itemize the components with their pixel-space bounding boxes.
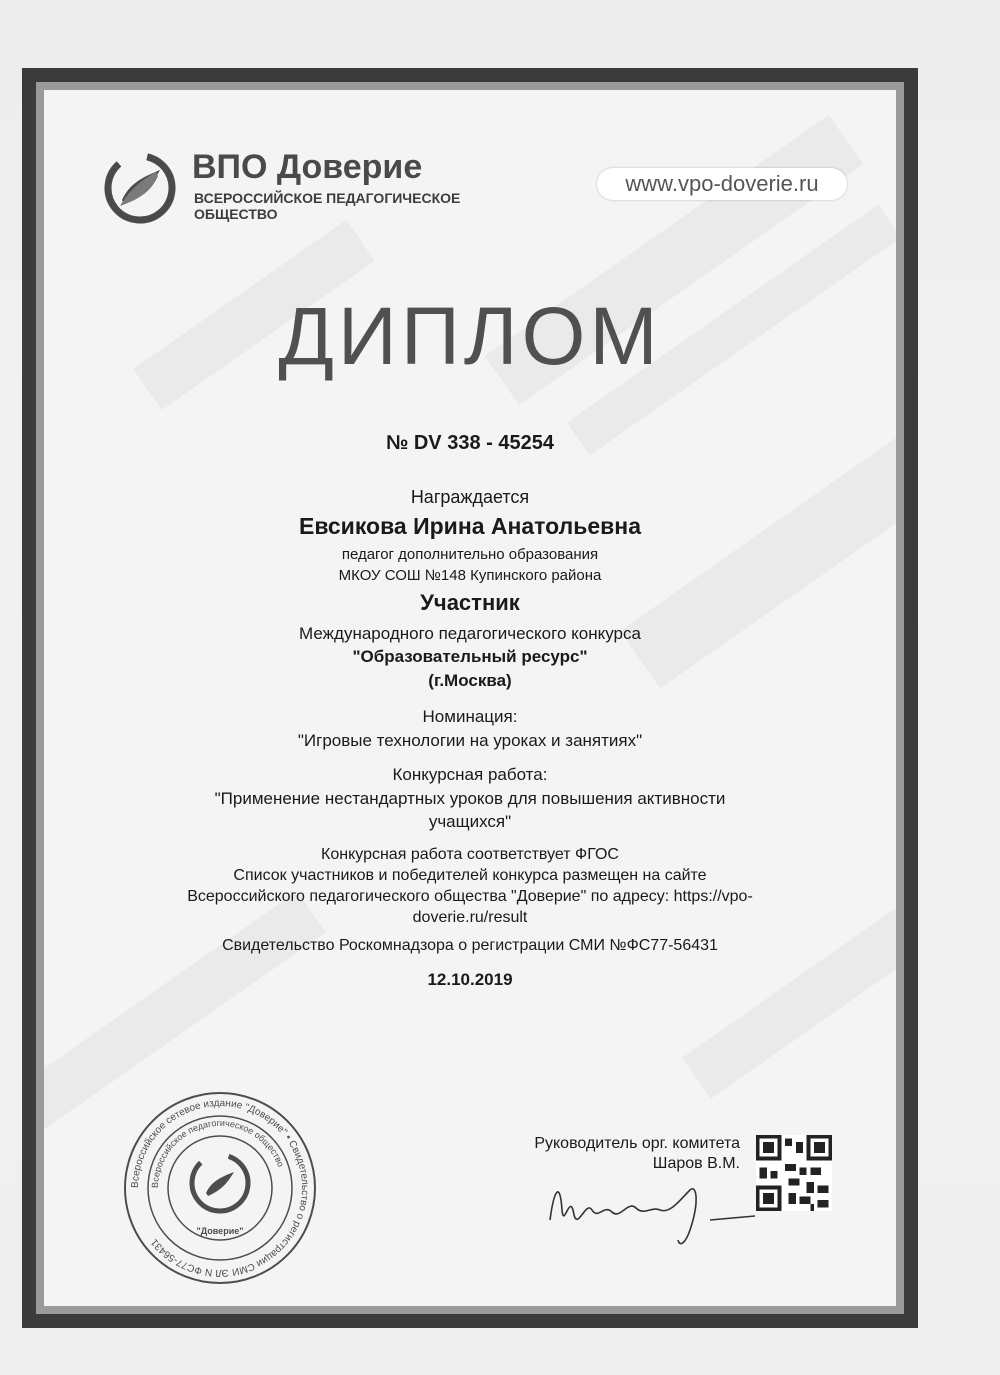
- vpo-doverie-logo-icon: [100, 148, 180, 228]
- results-list-line: doverie.ru/result: [412, 909, 528, 926]
- results-list-line: Список участников и победителей конкурса размещен на сайте: [233, 867, 707, 884]
- awarded-label: Награждается: [410, 487, 530, 507]
- work-title: "Применение нестандартных уроков для повышения активности: [214, 789, 726, 808]
- website-badge: www.vpo-doverie.ru: [597, 168, 847, 200]
- brand-subtitle-line: ВСЕРОССИЙСКОЕ ПЕДАГОГИЧЕСКОЕ: [194, 190, 461, 206]
- seal-stamp-icon: [120, 1088, 320, 1288]
- diploma-number: № DV 338 - 45254: [386, 432, 554, 454]
- work-title-continued: учащихся": [428, 812, 512, 831]
- brand-subtitle-line: ОБЩЕСТВО: [194, 206, 278, 222]
- results-list-line: Всероссийского педагогического общества "Доверие" по адресу: https://vpo-: [187, 888, 753, 905]
- nomination-value: "Игровые технологии на уроках и занятиях": [297, 731, 643, 750]
- seal-inner-text: Всероссийское педагогическое общество: [149, 1117, 287, 1189]
- seal-center-label: "Доверие": [196, 1226, 244, 1236]
- issue-date: 12.10.2019: [427, 970, 513, 989]
- recipient-position: педагог дополнительно образования: [341, 546, 599, 563]
- svg-text:Всероссийское педагогическое о: [150, 1118, 286, 1188]
- contest-name: "Образовательный ресурс": [352, 647, 588, 666]
- work-label: Конкурсная работа:: [392, 765, 548, 784]
- nomination-label: Номинация:: [422, 707, 518, 726]
- diploma-title: ДИПЛОМ: [278, 291, 662, 382]
- recipient-name: Евсикова Ирина Анатольевна: [298, 513, 641, 539]
- contest-line: Международного педагогического конкурса: [299, 624, 641, 643]
- registration-line: Свидетельство Роскомнадзора о регистрации СМИ №ФС77-56431: [222, 937, 718, 954]
- brand-name: ВПО Доверие: [192, 148, 423, 186]
- signatory-title: Руководитель орг. комитета: [534, 1135, 740, 1152]
- contest-city: (г.Москва): [428, 671, 512, 690]
- award-status: Участник: [420, 590, 520, 615]
- fgos-line: Конкурсная работа соответствует ФГОС: [321, 846, 619, 863]
- recipient-organization: МКОУ СОШ №148 Купинского района: [338, 567, 602, 584]
- qr-code: [756, 1135, 832, 1211]
- signatory-name: Шаров В.М.: [652, 1155, 740, 1172]
- handwritten-signature: [540, 1160, 760, 1250]
- brand-subtitle: [194, 190, 514, 222]
- seal-outer-text: Всероссийское сетевое издание "Доверие" • Свидетельство о регистрации СМИ ЭЛ N ФС77-56431: [129, 1097, 311, 1279]
